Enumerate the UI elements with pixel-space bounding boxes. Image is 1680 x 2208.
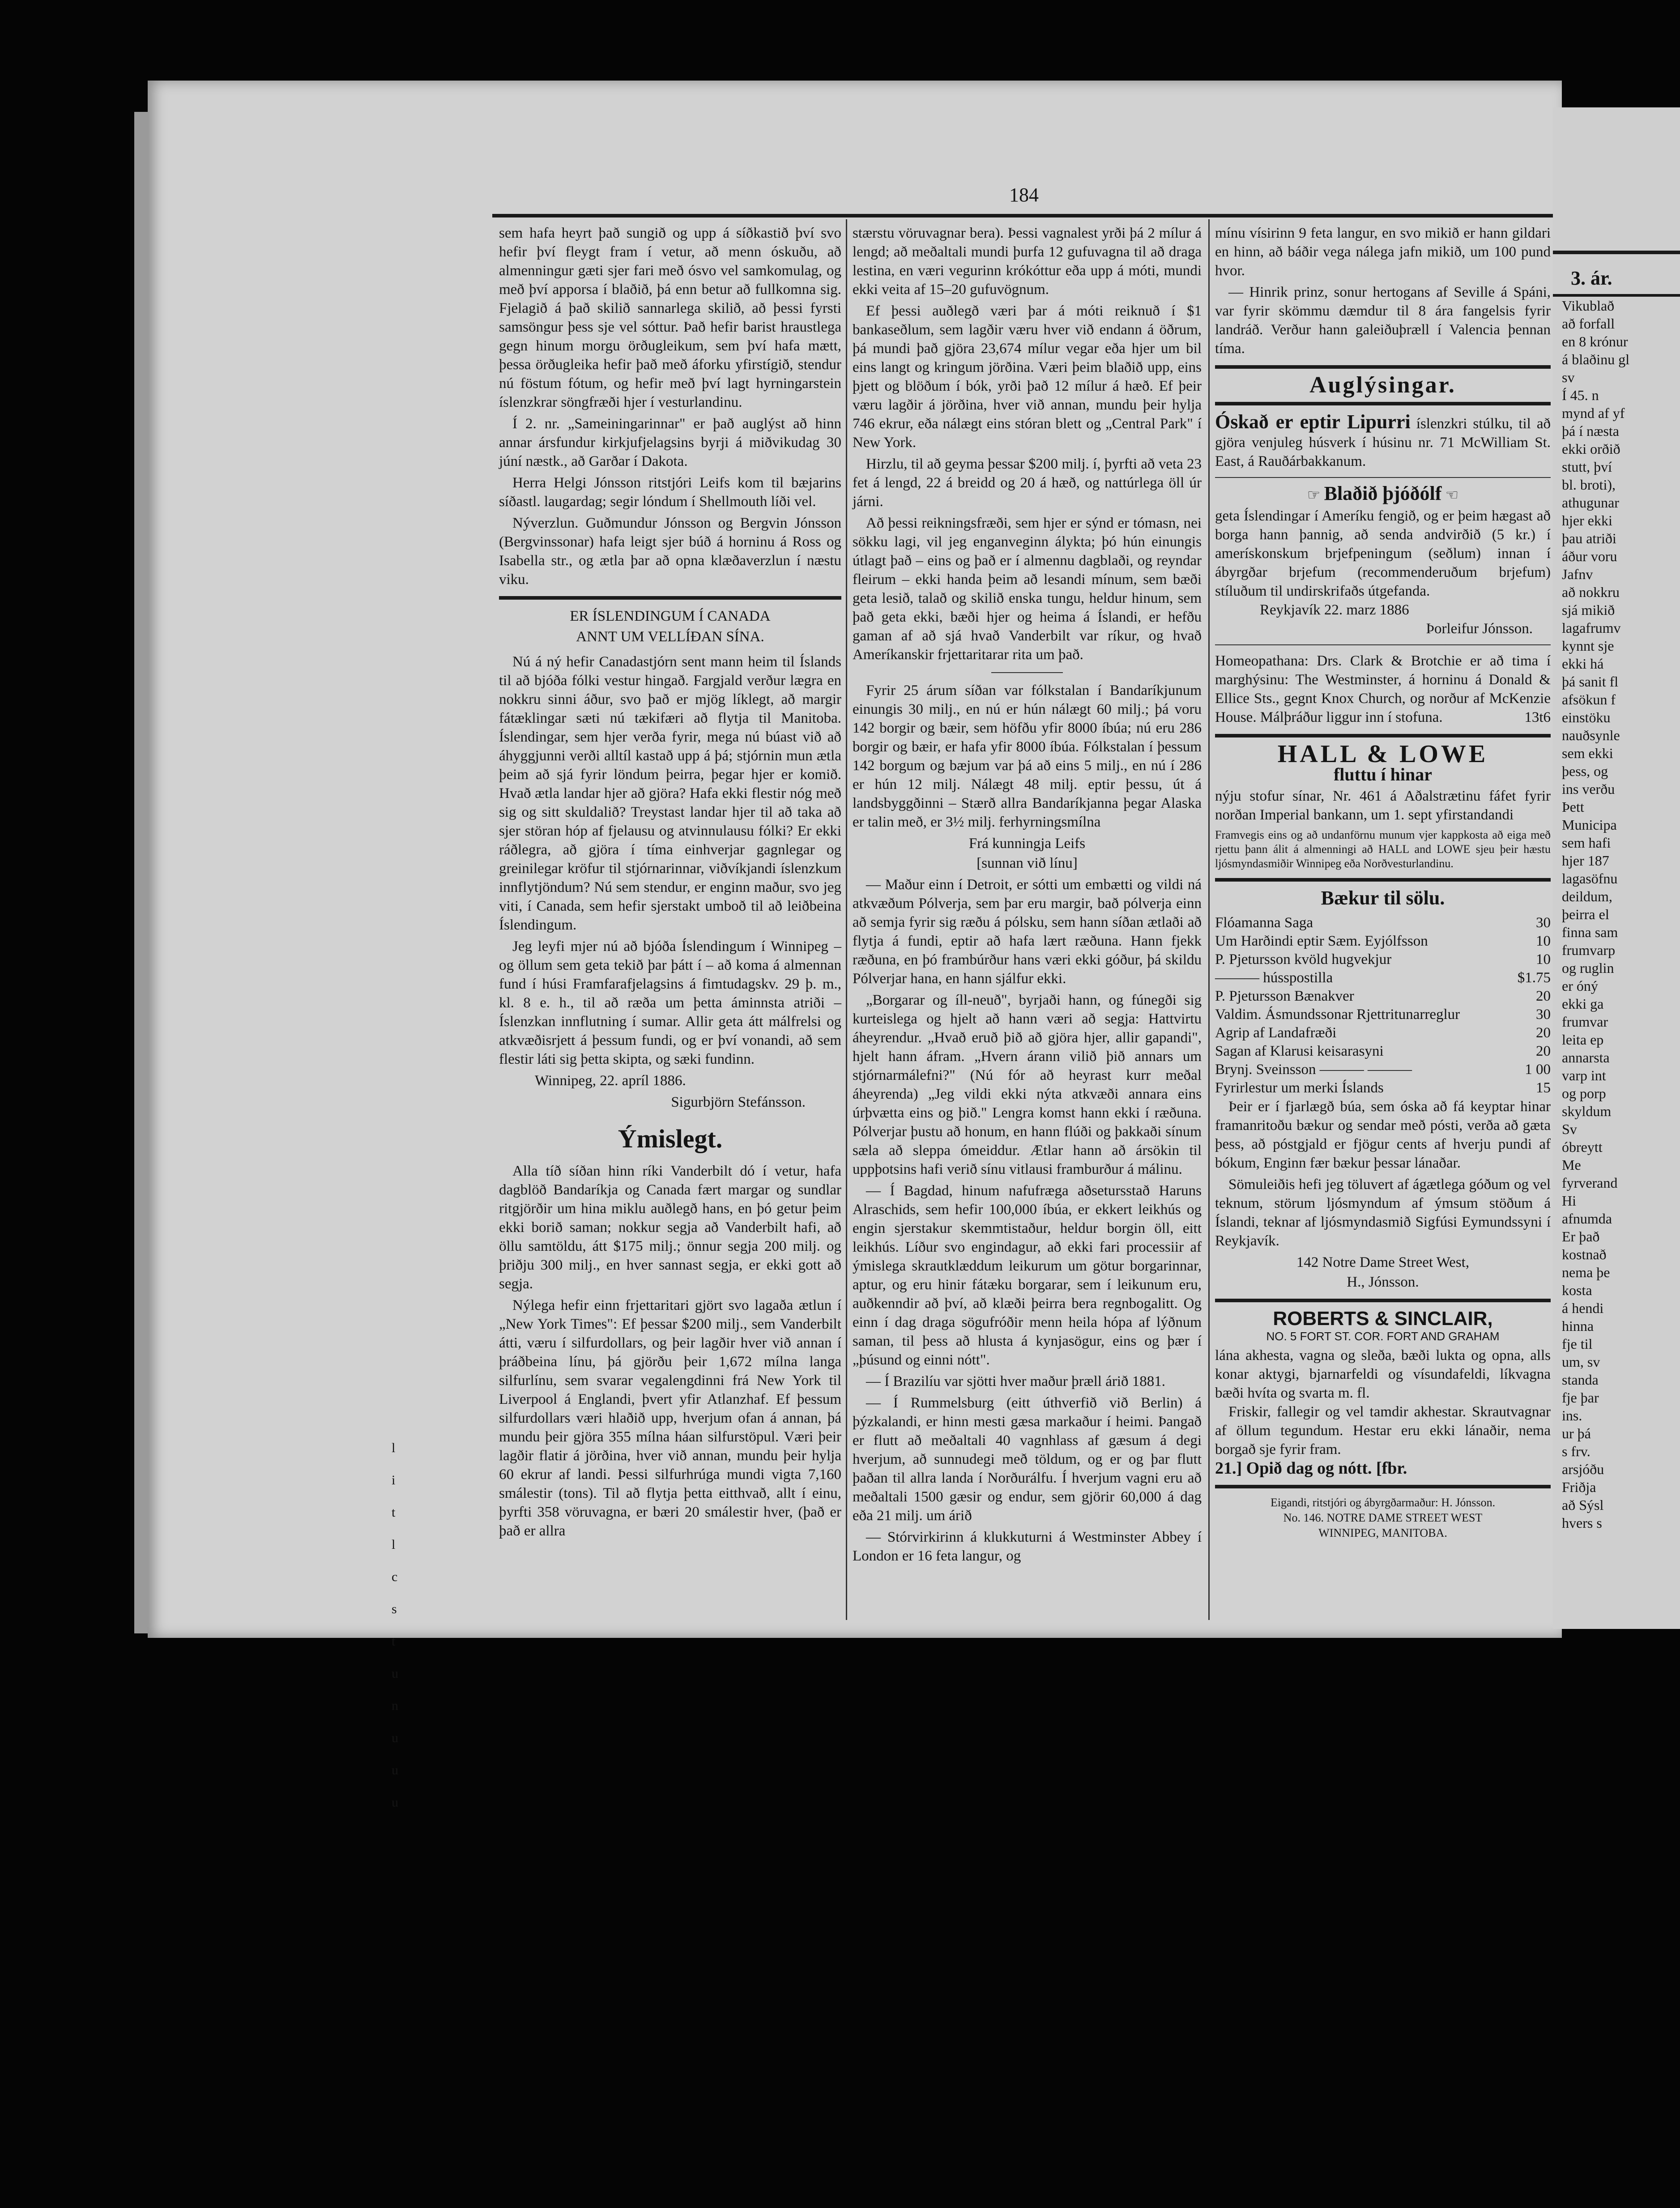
next-page-line: ur þá [1562, 1425, 1591, 1441]
book-title: Sagan af Klarusi keisarasyni [1215, 1043, 1384, 1059]
divider [1215, 477, 1551, 478]
next-page-line: Í 45. n [1562, 387, 1599, 403]
next-page-line: á blaðinu gl [1562, 351, 1630, 367]
next-page-line: frumvar [1562, 1014, 1608, 1030]
next-page-line: fje þar [1562, 1390, 1599, 1406]
ad-signature: Þorleifur Jónsson. [1426, 621, 1533, 637]
ad-open-hours: 21.] Opið dag og nótt. [fbr. [1215, 1459, 1407, 1478]
next-page-line: að nokkru [1562, 584, 1620, 600]
article-paragraph: — Hinrik prinz, sonur hertogans af Seville á Spáni, var fyrir skömmu dæmdur til 8 ára fangelsis fyrir landráð. Verður hann galeiðuþræll í Valencia þennan tíma. [1215, 284, 1551, 357]
footer-city: WINNIPEG, MANITOBA. [1318, 1526, 1447, 1539]
article-paragraph: Jeg leyfi mjer nú að bjóða Íslendingum í Winnipeg – og öllum sem geta tekið þar þátt í – að koma á almennan fund í húsi Framfarafjelagsins á fimtudagskv. 29 þ. m., kl. 8 e. h., til að ræða um þetta áminnsta atriði – Íslenzkan innflutning í sumar. Allir geta átt málfrelsi og atkvæðisrjett á þessum fundi, og er því vonandi, að sem flestir láti sig þetta skipta, og sæki fundinn. [499, 938, 841, 1067]
ad-body: nýju stofur sínar, Nr. 461 á Aðalstrætinu fáfet fyrir norðan Imperial bankann, um 1. sept yfirstandandi [1215, 788, 1551, 823]
margin-marks [392, 1432, 405, 1819]
ad-body: geta Íslendingar í Ameríku fengið, og er þeim hægast að borga hann þannig, að senda andvirðið (5 kr.) í amerískonskum brjefpeningum (seðlum) innan í ábyrgðar brjefum (recommenderuðum brjefum) stíluðum til undirskrifaðs útgefanda. [1215, 508, 1551, 599]
section-rule [1215, 1485, 1551, 1488]
ad-body: Homeopathana: Drs. Clark & Brotchie er að tima í marghýsinu: The Westminster, á horninu á Donald & Ellice Sts., gegnt Knox Church, og norður af McKenzie House. Málþráður liggur inn í stofuna. [1215, 653, 1551, 725]
article-heading: ANNT UM VELLÍÐAN SÍNA. [576, 629, 764, 645]
next-page-line: lagasöfnu [1562, 870, 1618, 887]
next-page-line: stutt, því [1562, 459, 1612, 475]
article-paragraph: Fyrir 25 árum síðan var fólkstalan í Bandaríkjunum einungis 30 milj., en nú er hún nálægt 60 milj.; þá voru 142 borgir og bæir, sem höfðu yfir 8000 íbúa; nú eru 286 borgir og bæir, er hafa yfir 8000 íbúa. Fólkstalan í þessum 142 borgum og bæjum var þá að eins 5 milj., en nú í 286 er hún 12 milj. Nálægt 48 milj. eptir þessu, út á landsbyggðinni – Stærð allra Bandaríkjanna þegar Alaska er talin með, er 3½ milj. ferhyrningsmílna [853, 682, 1202, 830]
book-price: 30 [1536, 915, 1551, 931]
next-page-line: sem ekki [1562, 745, 1613, 761]
ads-heading: Auglýsingar. [1309, 372, 1456, 398]
book-price: 1 00 [1525, 1061, 1551, 1078]
article-paragraph: Hirzlu, til að geyma þessar $200 milj. í, þyrfti að veta 23 fet á lengd, 22 á breidd og 20 á hæð, og nattúrlega öll úr járni. [853, 456, 1202, 510]
next-page-line: sv [1562, 369, 1575, 385]
article-paragraph: — Í Brazilíu var sjötti hver maður þræll árið 1881. [866, 1373, 1166, 1390]
next-page-line: þess, og [1562, 763, 1608, 779]
column-divider [846, 219, 847, 1620]
next-page-line: skyldum [1562, 1103, 1612, 1119]
divider [1215, 644, 1551, 645]
ad-hall-lowe [1215, 740, 1551, 871]
book-row [1215, 969, 1551, 987]
next-page-line: ins verðu [1562, 781, 1615, 797]
next-page-line: er óný [1562, 978, 1598, 994]
next-page-line: nema þe [1562, 1264, 1610, 1280]
article-paragraph: Í 2. nr. „Sameiningarinnar" er það auglýst að hinn annar ársfundur kirkjufjelagsins byrji á miðvikudag 30 júní næstk., að Garðar í Dakota. [499, 416, 841, 469]
next-page-line: leita ep [1562, 1032, 1604, 1048]
article-paragraph: Nýlega hefir einn frjettaritari gjört svo lagaða ætlun í „New York Times": Ef þessar $200 milj., sem Vanderbilt átti, væru í silfurdollars, og þeir lagðir hver við annan í þráðbeina línu, þá gjörðu þeir 1,672 mílna langa silfurlínu, sem svarar vegalengdinni frá New York til Liverpool á Englandi, þvert yfir Atlanzhaf. Ef þessum silfurdollars væri hlaðið upp, hverjum ofan á annan, þá mundu þeir gjöra 355 mílna háan silfurstöpul. Væri þeir lagðir flatir á jörðina, hver við annan, mundu þeir hylja 60 ekrur af landi. Þessi silfurhrúga mundi vigta 7,160 smálestir (tons). Til að flytja þetta eitthvað, allt í einu, þyrfti 358 vöruvagna, er bæri 20 smálestir hver, (það er það er allra [499, 1297, 841, 1539]
margin-mark: u [392, 1731, 398, 1745]
book-title: P. Pjetursson kvöld hugvekjur [1215, 951, 1392, 968]
article-paragraph: — Maður einn í Detroit, er sótti um embætti og vildi ná atkvæðum Pólverja, sem þar eru margir, bað pólverja einn að semja fyrir sig ræðu á pólsku, sem hann síðan ætlaði að flytja á fundi, eptir að hafa lært ræðuna. Hann fjekk ræðuna, en þó frambúrður hans væri ekki góður, þá skildu Pólverjar hana, en hann sjálfur ekki. [853, 877, 1202, 987]
next-page-line: mynd af yf [1562, 405, 1625, 421]
book-title: Agrip af Landafræði [1215, 1025, 1337, 1041]
next-page-line: athugunar [1562, 494, 1619, 511]
ad-title: Óskað er eptir Lipurri [1215, 411, 1411, 433]
next-page-line: finna sam [1562, 924, 1618, 940]
margin-mark: u [392, 1666, 398, 1681]
margin-mark: t [392, 1505, 396, 1520]
ad-title: ROBERTS & SINCLAIR, [1273, 1308, 1493, 1330]
book-title: Valdim. Ásmundssonar Rjettritunarreglur [1215, 1006, 1460, 1023]
next-page-header: 3. ár. [1571, 267, 1612, 289]
next-page-line: Jafnv [1562, 566, 1593, 582]
dateline: Winnipeg, 22. apríl 1886. [535, 1073, 686, 1089]
ad-title: Blaðið þjóðólf [1324, 482, 1442, 504]
next-page-text [1553, 297, 1680, 1532]
next-page-line: deildum, [1562, 888, 1612, 904]
next-page-line: sem hafi [1562, 835, 1611, 851]
book-title: P. Pjetursson Bænakver [1215, 988, 1354, 1004]
book-price: 20 [1536, 1043, 1551, 1059]
article-paragraph: — Í Bagdad, hinum nafufræga aðsetursstað Haruns Alraschids, sem hefir 100,000 íbúa, er ekkert leikhús og engin sjerstakur skemmtistaður, heldur borgin öll, eitt leikhús. Líður svo engindagur, að ekki fari processiir af ýmislega skrautklæddum leikurum um götur borgarinnar, aptur, og eru hinir fátæku borgarar, sem í leikunum eru, auðkenndir að því, að klæði þeirra bera regnbogalitt. Og einn í dag draga sögufróðir menn heila hópa af lýðnum saman, til þess að hlusta á kynjasögur, eins og þær í „þúsund og einni nótt". [853, 1183, 1202, 1368]
next-page-line: um, sv [1562, 1354, 1600, 1370]
margin-mark: t [392, 1634, 396, 1649]
ad-subtitle: fluttu í hinar [1333, 764, 1433, 784]
next-page-line: ekki orðið [1562, 441, 1620, 457]
next-page-line: ins. [1562, 1407, 1582, 1424]
ad-address: NO. 5 FORT ST. COR. FORT AND GRAHAM [1266, 1330, 1500, 1343]
next-page-strip [1553, 107, 1680, 1629]
next-page-line: að forfall [1562, 315, 1615, 332]
book-price: 10 [1536, 933, 1551, 949]
book-title: Brynj. Sveinsson ——— ——— [1215, 1061, 1412, 1078]
signature: Sigurbjörn Stefánsson. [671, 1094, 806, 1110]
next-page-line: Þett [1562, 799, 1584, 815]
next-page-line: annarsta [1562, 1049, 1610, 1066]
ad-body: lána akhesta, vagna og sleða, bæði lukta og opna, alls konar aktygi, bjarnarfeldi og vísundafeldi, líkvagna bæði hvíta og svarta m. fl. [1215, 1347, 1551, 1401]
book-row [1215, 1024, 1551, 1042]
footer-address: No. 146. NOTRE DAME STREET WEST [1283, 1511, 1483, 1524]
pointing-hand-icon: ☜ [1441, 487, 1459, 503]
page-number: 184 [1009, 184, 1039, 206]
column-1 [499, 224, 841, 1543]
article-paragraph: sem hafa heyrt það sungið og upp á síðkastið því svo hefir því fleygt fram í vetur, að menn óskuðu, að almenningur gæti sjer fari með ósvo vel samkomulag, og með því apporsa í blaðið, þá enn betur að fullkomna sig. Fjelagið á það skilið sannarlega skilið, að þessi fyrsti samsöngur þess sje vel sóttur. Það hefir barist hraustlega gegn hinum morgu örðugleikum, sem því hafa mætt, þessa örðugleika hefir það með áforku yfirstígið, stendur nú föstum fótum, og hefir með því lagt hyrningarstein íslenzkrar söngfræði hjer í vesturlandinu. [499, 225, 841, 410]
article-paragraph: Að þessi reikningsfræði, sem hjer er sýnd er tómasn, nei sökku lagi, vil jeg enganveginn álykta; þó hún einungis útlagt það – eins og það er í almennu dagblaði, og reyndar fleirum – ekki handa þeim að lesandi mínum, sem bæði geta lesið, talað og skilið enska tungu, heldur hinum, sem það geta ekki, bæði hjer og heima á Íslandi, er hefðu gaman af að sjá hvað Vanderbilt var ríkur, og hvað Ameríkanskir frjettaritarar rita um það. [853, 515, 1202, 663]
next-page-line: sjá mikið [1562, 602, 1615, 618]
next-page-line: fyrverand [1562, 1175, 1618, 1191]
next-page-line: varp int [1562, 1067, 1606, 1083]
next-page-line: Hi [1562, 1193, 1576, 1209]
ad-body: íslenzkri stúlku, til að gjöra venjuleg húsverk í húsinu nr. 71 McWilliam St. East, á Rauðárbakkanum. [1215, 416, 1551, 469]
book-row [1215, 1006, 1551, 1024]
book-title: ——— hússpostilla [1215, 970, 1333, 986]
next-page-line: en 8 krónur [1562, 333, 1628, 350]
next-page-line: hjer ekki [1562, 512, 1612, 529]
book-title: Fyrirlestur um merki Íslands [1215, 1080, 1384, 1096]
pointing-hand-icon: ☞ [1307, 487, 1324, 503]
next-page-line: arsjóðu [1562, 1461, 1604, 1477]
next-page-line: Municipa [1562, 817, 1617, 833]
article-paragraph: Ef þessi auðlegð væri þar á móti reiknuð í $1 bankaseðlum, sem lagðir væru hver við endann á öðrum, þá mundi það gjöra 23,674 mílur vegar eða hjer um bil eins langt og kringum jörðina. Væri þeim blaðið upp, eins þjett og blöðum í bók, yrði það 12 mílur á hæð. Ef þeir væru lagðir á jörðina, hver við annan, mundu þeir hylja 746 ekrur, eða nálægt eins stóran blett og „Central Park" í New York. [853, 303, 1202, 451]
header-rule [492, 214, 1557, 217]
margin-mark: l [392, 1537, 396, 1552]
article-paragraph: Nýverzlun. Guðmundur Jónsson og Bergvin Jónsson (Bergvinssonar) hafa leigt sjer búð á horninu á Ross og Isabella str., og ætla þar að opna klæðaverzlun í næstu viku. [499, 515, 841, 588]
column-divider [1208, 219, 1210, 1620]
ad-homeopathana [1215, 652, 1551, 727]
section-rule [1215, 365, 1551, 369]
book-title: Flóamanna Saga [1215, 915, 1313, 931]
margin-mark: l [392, 1441, 396, 1455]
ad-date: Reykjavík 22. marz 1886 [1260, 602, 1409, 618]
article-paragraph: „Borgarar og íll-neuð", byrjaði hann, og fúnegði sig kurteislega og hjelt að hann væri að segja: Hattvirtu áheyrendur. „Hvað eruð þið að gjöra hjer, allir gapandi", hjelt hann áfram. „Hvern árann vilið þið annars um stjórnarmálefni?" (Nú fór að heyrast kurr meðal áheyrenda) „Jeg vildi ekki nýta atkvæði annara eins úrþvætta eins og þið." Lengra komst hann ekki í ræðuna. Pólverjar þustu að honum, en hann flúði og þakkaði sínum sæla að sleppa ómeiddur. Ætlar hann að ársökin til uppþotsins hafi verið sínu vitlausi framburður á málinu. [853, 992, 1202, 1177]
margin-mark: c [392, 1569, 398, 1584]
next-page-line: ekki há [1562, 656, 1604, 672]
next-page-line: hvers s [1562, 1515, 1602, 1531]
next-page-line: og ruglin [1562, 960, 1614, 976]
next-page-line: s frv. [1562, 1443, 1590, 1459]
next-page-line: afnumda [1562, 1211, 1612, 1227]
subheading: Frá kunningja Leifs [968, 835, 1086, 852]
book-price: 10 [1536, 951, 1551, 968]
article-paragraph: mínu vísirinn 9 feta langur, en svo mikið er hann gildari en hinn, að báðir vega nálega jafn mikið, um 100 pund hvor. [1215, 225, 1551, 279]
next-page-line: Friðja [1562, 1479, 1596, 1495]
book-price: 20 [1536, 988, 1551, 1004]
next-page-line: nauðsynle [1562, 727, 1620, 743]
section-rule [1215, 402, 1551, 405]
ad-thjodolf [1215, 484, 1551, 638]
article-paragraph: Herra Helgi Jónsson ritstjóri Leifs kom til bæjarins síðastl. laugardag; segir lóndum í Shellmouth líði vel. [499, 475, 841, 510]
next-page-line: fje til [1562, 1336, 1593, 1352]
article-paragraph: Nú á ný hefir Canadastjórn sent mann heim til Íslands til að bjóða fólki vestur hingað. Fargjald verður lægra en nokkru sinni áður, svo það er mjög líklegt, að margir fátæklingar sæti nú tækifæri að flytja til Manitoba. Íslendingar, sem hjer verða fyrir, mega nú búast við að áhyggjunni verði alltíl kastað upp á þá; stjórnin mun ætla þeim að sjá fyrir löndum þeirra, þegar hjer er komið. Hvað ætla landar hjer að gjöra? Hafa ekki flestir nóg með sig og sitt skuldalið? Treystast landar hjer til að taka að sjer störan hóp af fjelausu og atvinnulausu fólki? Er ekki ráðlegra, að gjöra í tíma einhverjar gagnlegar og greinilegar kröfur til stjórnarinnar, viðvíkjandi íslenzkum innflytjöndum? Nú sem stendur, er enginn maður, svo jeg viti, í Canada, sem hefir sjerstakt umboð til að leiðbeina Íslendingum. [499, 654, 841, 933]
next-page-line: hjer 187 [1562, 853, 1609, 869]
books-table [1215, 914, 1551, 1097]
section-rule [1215, 734, 1551, 737]
next-page-line: kostnað [1562, 1246, 1607, 1262]
ad-body: Þeir er í fjarlægð búa, sem óska að fá keyptar hinar framanritoðu bækur og sendar með pósti, verða að gæta þess, að póstgjald er fjögur cents af hverju pundi af bókum, Enginn fær bækur þessar lánaðar. [1215, 1099, 1551, 1171]
margin-mark: u [392, 1763, 398, 1777]
next-page-line: á hendi [1562, 1300, 1604, 1316]
article-paragraph: stærstu vöruvagnar bera). Þessi vagnalest yrði þá 2 mílur á lengd; að meðaltali mundi þurfa 12 gufuvagna til að draga lestina, en væri vegurinn krókóttur eða upp á móti, mundi ekki veita af 15–20 gufuvögnum. [853, 225, 1202, 298]
book-title: Um Harðindi eptir Sæm. Eyjólfsson [1215, 933, 1428, 949]
book-price: 20 [1536, 1025, 1551, 1041]
next-page-line: ekki ga [1562, 996, 1604, 1012]
next-page-line: Me [1562, 1157, 1581, 1173]
margin-mark: u [392, 1795, 398, 1810]
next-page-line: Er það [1562, 1228, 1600, 1245]
next-page-line: Sv [1562, 1121, 1577, 1137]
signature: H., Jónsson. [1347, 1274, 1419, 1290]
margin-mark: i [392, 1473, 396, 1488]
subheading: [sunnan við línu] [976, 855, 1078, 871]
book-row [1215, 951, 1551, 969]
next-page-line: afsökun f [1562, 691, 1616, 708]
next-page-line: þá í næsta [1562, 423, 1619, 439]
ad-lipurri [1215, 413, 1551, 471]
next-page-line: og porp [1562, 1085, 1606, 1101]
section-rule [1215, 878, 1551, 882]
next-page-line: bl. broti), [1562, 477, 1616, 493]
book-row [1215, 1042, 1551, 1061]
ad-title: HALL & LOWE [1277, 740, 1488, 768]
next-page-line: að Sýsl [1562, 1497, 1604, 1513]
next-page-line: kosta [1562, 1282, 1592, 1298]
article-paragraph: — Í Rummelsburg (eitt úthverfið við Berlin) á þýzkalandi, er hinn mesti gæsa markaður í heimi. Þangað er flutt að meðaltali 40 vagnhlass af gæsum á degi hverjum, að sunnudegi með töldum, og er og þar flutt þaðan til allra landa í Norðurálfu. Í hverjum vagni eru að meðaltali 1500 gæsir og endur, sem gjörir 60,000 á dag eða 21 milj. um árið [853, 1395, 1202, 1524]
footer-owner: Eigandi, ritstjóri og ábyrgðarmaður: H. Jónsson. [1270, 1496, 1496, 1509]
books-heading: Bækur til sölu. [1321, 887, 1445, 909]
margin-mark: s [392, 1602, 397, 1616]
next-page-line: hinna [1562, 1318, 1594, 1334]
next-page-line: frumvarp [1562, 942, 1616, 958]
book-price: 15 [1536, 1080, 1551, 1096]
address: 142 Notre Dame Street West, [1296, 1254, 1470, 1270]
next-page-line: Vikublað [1562, 298, 1615, 314]
next-page-line: þeirra el [1562, 906, 1609, 922]
next-page-line: þau atriði [1562, 530, 1616, 546]
book-row [1215, 932, 1551, 951]
next-page-line: þá sanit fl [1562, 673, 1619, 690]
article-heading: ER ÍSLENDINGUM Í CANADA [570, 608, 771, 624]
book-price: $1.75 [1517, 970, 1551, 986]
article-paragraph: — Stórvirkirinn á klukkuturni á Westminster Abbey í London er 16 feta langur, og [853, 1529, 1202, 1564]
book-row [1215, 1079, 1551, 1097]
column-3 [1215, 224, 1551, 1541]
book-row [1215, 987, 1551, 1006]
section-rule [499, 596, 841, 600]
ad-body: Sömuleiðis hefi jeg töluvert af ágætlega góðum og vel teknum, störum ljósmyndum af ýmsum stöðum á Íslandi, teknar af ljósmyndasmið Sigfúsi Eymundssyni í Reykjavík. [1215, 1176, 1551, 1249]
next-page-line: einstöku [1562, 709, 1611, 725]
book-price: 30 [1536, 1006, 1551, 1023]
book-row [1215, 1061, 1551, 1079]
next-page-line: áður voru [1562, 548, 1617, 564]
ad-roberts-sinclair [1215, 1309, 1551, 1478]
ad-code: 13t6 [1524, 709, 1551, 725]
section-rule [1215, 1299, 1551, 1302]
article-paragraph: Alla tíð síðan hinn ríki Vanderbilt dó í vetur, hafa dagblöð Bandaríkja og Canada fært margar og sundlar ritgjörðir um hina miklu auðlegð hans, en þó getur þeim ekki borið saman; nokkur segja að Vanderbilt hafi, að öllu samtöldu, átt $175 milj.; önnur segja 200 milj. og þriðju 300 milj., en hver sannast segja, er ekki gott að segja. [499, 1163, 841, 1292]
divider [991, 672, 1063, 673]
ad-body: Friskir, fallegir og vel tamdir akhestar. Skrautvagnar af öllum tegundum. Hestar eru ekki lánaðir, nema borgað sje fyrir fram. [1215, 1404, 1551, 1458]
book-row [1215, 914, 1551, 932]
next-page-line: lagafrumv [1562, 620, 1621, 636]
next-page-line: óbreytt [1562, 1139, 1603, 1155]
next-page-line: kynnt sje [1562, 638, 1614, 654]
next-page-line: standa [1562, 1372, 1599, 1388]
column-2 [853, 224, 1202, 1568]
ad-note: Framvegis eins og að undanförnu munum vjer kappkosta að eiga með rjettu þann álit á almenningi að HALL and LOWE sjeu þeir hæstu ljósmyndasmiðir Winnipeg eða Norðvesturlandinu. [1215, 828, 1551, 870]
margin-mark: n [392, 1698, 398, 1713]
section-heading: Ýmislegt. [618, 1124, 723, 1153]
